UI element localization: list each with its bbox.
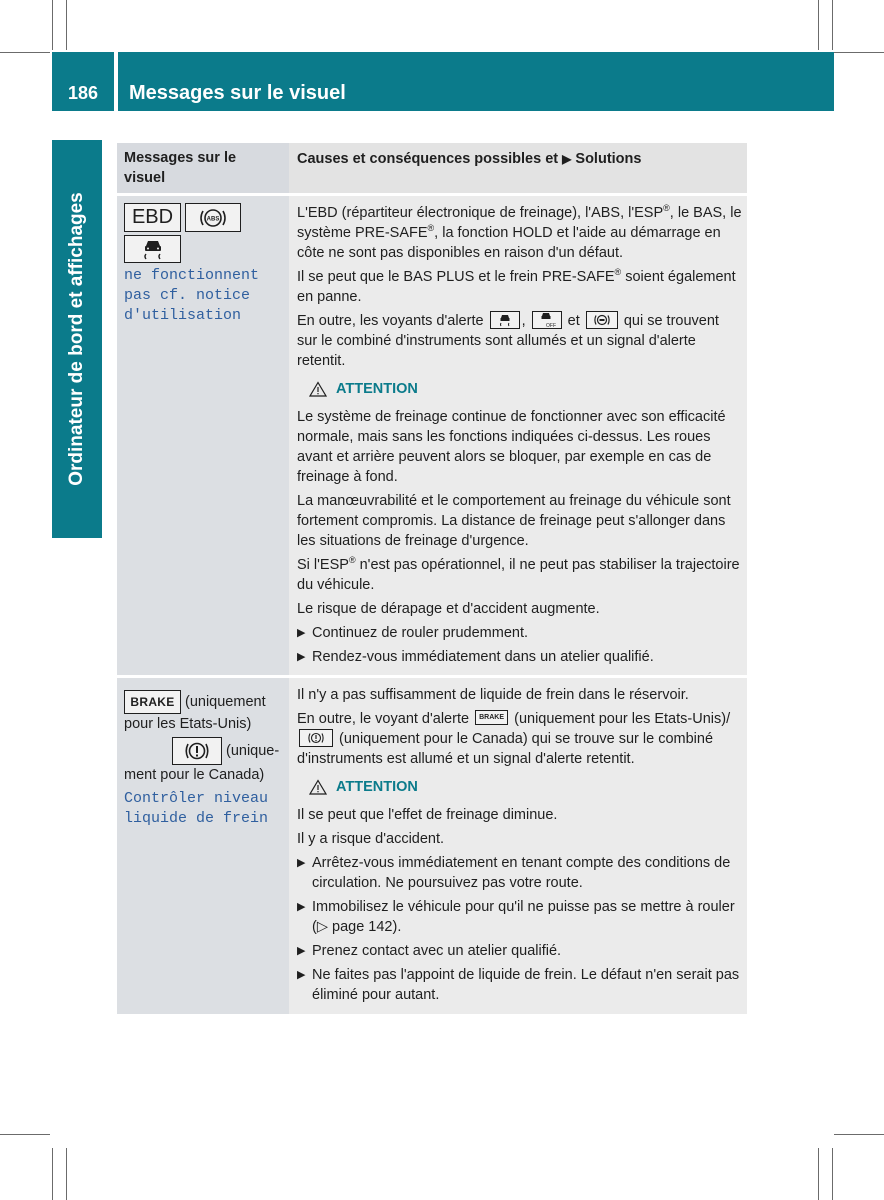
crop-mark: [66, 0, 67, 50]
list-item: ▶ Rendez-vous immédiatement dans un atelier qualifié.: [297, 649, 654, 665]
crop-mark: [818, 1148, 819, 1200]
crop-mark: [66, 1148, 67, 1200]
chapter-title: Ordinateur de bord et affichages: [66, 192, 87, 486]
list-item: ▶ Immobilisez le véhicule pour qu'il ne puisse pas se mettre à rouler (▷ page 142).: [297, 899, 735, 935]
crop-mark: [0, 1134, 50, 1135]
esp-skid-warning-icon: [124, 235, 181, 263]
brake-circle-warning-icon: [172, 737, 222, 765]
crop-mark: [52, 0, 53, 50]
attention-heading-1: ATTENTION: [309, 379, 743, 399]
column-header-causes: Causes et conséquences possibles et ▶ Solutions: [297, 151, 642, 167]
row2-description: Il n'y a pas suffisamment de liquide de frein dans le réservoir. En outre, le voyant d'alerte BRAKE (uniquement pour les Etats-Unis)/ (uniquement pour le Canada) qui se trouve sur le combiné d'instruments est allumé et un signal d'alerte retentit. ATTENTION Il se peut que l'effet de freinage diminue. Il y a risque d'accident. ▶ Arrêtez-vous immédiatement en tenant compte des conditions de circulation. Ne poursuivez pas votre route. ▶ Immobilisez le véhicule pour qu'il ne puisse pas se mettre à rouler (▷ page 142). ▶ Prenez contact avec un atelier qualifié. ▶ Ne faites pas l'appoint de liquide de frein. Le défaut n'en serait pas éliminé pour autant.: [297, 685, 743, 1009]
arrow-right-icon: ▶: [562, 152, 572, 166]
list-item: ▶ Arrêtez-vous immédiatement en tenant compte des conditions de circulation. Ne poursuivez pas votre route.: [297, 855, 731, 891]
bullet-arrow-icon: ▶: [297, 627, 306, 639]
crop-mark: [0, 52, 50, 53]
brake-circle-inline-icon: [299, 729, 333, 747]
brake-warning-icon: BRAKE: [124, 690, 181, 714]
ebd-warning-icon: EBD: [124, 203, 181, 232]
chapter-side-tab: [52, 140, 102, 538]
crop-mark: [834, 52, 884, 53]
list-item: ▶ Ne faites pas l'appoint de liquide de frein. Le défaut n'en serait pas éliminé pour autant.: [297, 967, 740, 1003]
abs-inline-icon: [586, 311, 618, 329]
warning-triangle-icon: [309, 779, 327, 795]
crop-mark: [52, 1148, 53, 1200]
display-message-2: Contrôler niveau liquide de frein: [124, 790, 269, 827]
bullet-arrow-icon: ▶: [297, 945, 306, 957]
list-item: ▶ Continuez de rouler prudemment.: [297, 625, 529, 641]
attention-heading-2: ATTENTION: [309, 777, 743, 797]
abs-warning-icon: [185, 203, 241, 232]
esp-skid-inline-icon: [490, 311, 520, 329]
esp-off-inline-icon: [532, 311, 562, 329]
row2-left-text: BRAKE (uniquement pour les Etats-Unis) (unique-ment pour le Canada) Contrôler niveau liquide de frein: [124, 690, 286, 829]
crop-mark: [834, 1134, 884, 1135]
bullet-arrow-icon: ▶: [297, 857, 306, 869]
row1-description: L'EBD (répartiteur électronique de freinage), l'ABS, l'ESP®, le BAS, le système PRE-SAFE®, la fonction HOLD et l'aide au démarrage en côte ne sont pas disponibles en raison d'un défaut. Il se peut que le BAS PLUS et le frein PRE-SAFE® soient également en panne. En outre, les voyants d'alerte , OFF et qui se trouvent sur le combiné d'instruments sont allumés et un signal d'alerte retentit. ATTENTION Le système de freinage continue de fonctionner avec son efficacité normale, mais sans les fonctions indiquées ci-dessus. Les roues avant et arrière peuvent alors se bloquer, par exemple en cas de freinage à fond. La manœuvrabilité et le comportement au freinage du véhicule sont fortement compromis. La distance de freinage peut s'allonger dans les situations de freinage d'urgence. Si l'ESP® n'est pas opérationnel, il ne peut pas stabiliser la trajectoire du véhicule. Le risque de dérapage et d'accident augmente. ▶ Continuez de rouler prudemment. ▶ Rendez-vous immédiatement dans un atelier qualifié.: [297, 203, 742, 665]
svg-text:OFF: OFF: [545, 322, 556, 328]
crop-mark: [818, 0, 819, 50]
display-message-1: ne fonctionnent pas cf. notice d'utilisation: [124, 267, 260, 324]
bullet-arrow-icon: ▶: [297, 901, 306, 913]
crop-mark: [832, 1148, 833, 1200]
page-number: 186: [67, 83, 99, 103]
brake-inline-icon: BRAKE: [475, 710, 508, 725]
svg-text:ABS: ABS: [206, 216, 220, 222]
bullet-arrow-icon: ▶: [297, 651, 306, 663]
crop-mark: [832, 0, 833, 50]
page-title: Messages sur le visuel: [129, 82, 346, 104]
list-item: ▶ Prenez contact avec un atelier qualifié.: [297, 943, 562, 959]
column-header-messages: Messages sur le visuel: [124, 150, 237, 186]
bullet-arrow-icon: ▶: [297, 969, 306, 981]
warning-triangle-icon: [309, 381, 327, 397]
